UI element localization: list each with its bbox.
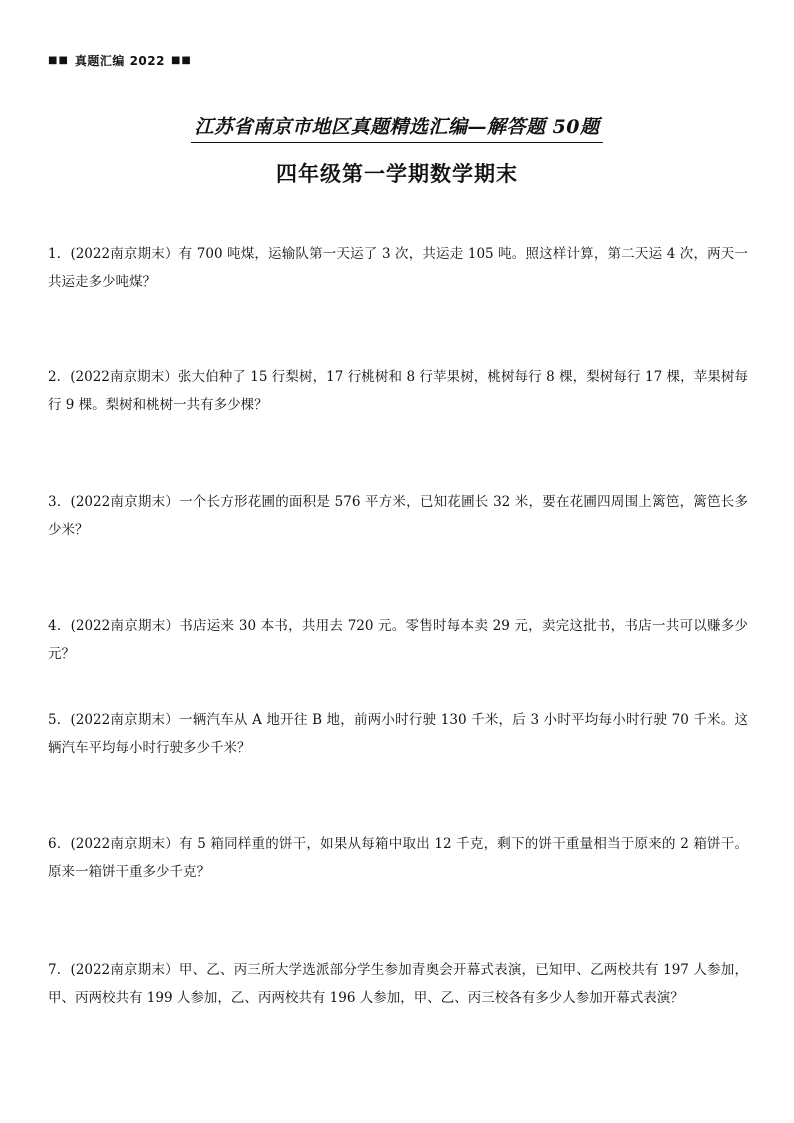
question-4: 4．(2022南京期末）书店运来 30 本书，共用去 720 元。零售时每本卖 29 元，卖完这批书，书店一共可以赚多少元？	[48, 618, 748, 662]
question-1: 1．(2022南京期末）有 700 吨煤，运输队第一天运了 3 次，共运走 105 吨。照这样计算，第二天运 4 次，两天一共运走多少吨煤？	[48, 246, 748, 290]
question-7: 7．(2022南京期末）甲、乙、丙三所大学选派部分学生参加青奥会开幕式表演，已知甲、乙两校共有 197 人参加，甲、丙两校共有 199 人参加，乙、丙两校共有 196 人参加，甲、乙、丙三校各有多少人参加开幕式表演？	[48, 962, 748, 1006]
main-title: 江苏省南京市地区真题精选汇编—解答题 50题	[191, 112, 602, 143]
question-2: 2．(2022南京期末）张大伯种了 15 行梨树，17 行桃树和 8 行苹果树，桃树每行 8 棵，梨树每行 17 棵，苹果树每行 9 棵。梨树和桃树一共有多少棵？	[48, 369, 748, 413]
header-text: 真题汇编 2022	[74, 54, 165, 68]
sub-title: 四年级第一学期数学期末	[276, 161, 518, 186]
question-3: 3．(2022南京期末）一个长方形花圃的面积是 576 平方米，已知花圃长 32 米，要在花圃四周围上篱笆，篱笆长多少米？	[48, 494, 748, 538]
question-6: 6．(2022南京期末）有 5 箱同样重的饼干，如果从每箱中取出 12 千克，剩下的饼干重量相当于原来的 2 箱饼干。原来一箱饼干重多少千克？	[48, 836, 748, 880]
header-suffix-mark: ■■	[170, 55, 192, 66]
question-5: 5．(2022南京期末）一辆汽车从 A 地开往 B 地，前两小时行驶 130 千米，后 3 小时平均每小时行驶 70 千米。这辆汽车平均每小时行驶多少千米？	[48, 712, 748, 756]
main-title-container	[0, 112, 794, 143]
page-header	[48, 52, 192, 69]
header-prefix-mark: ■■	[48, 55, 69, 66]
